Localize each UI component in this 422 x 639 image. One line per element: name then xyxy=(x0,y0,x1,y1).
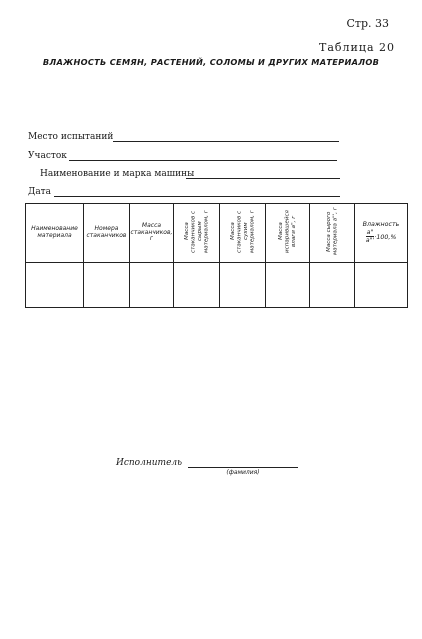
table-cell[interactable] xyxy=(220,262,266,307)
signature-caption: (фамилия) xyxy=(226,469,260,476)
signature-line[interactable] xyxy=(188,467,298,468)
header-cup-mass: Масса стаканчиков, г xyxy=(130,204,174,263)
table-cell[interactable] xyxy=(26,262,84,307)
moisture-table xyxy=(25,203,408,308)
table-cell[interactable] xyxy=(130,262,174,307)
signer-label: Исполнитель xyxy=(116,458,183,468)
moisture-fraction: $\frac{a"}{a"'}$ xyxy=(365,228,375,245)
field-test-place-label: Место испытаний xyxy=(28,132,114,142)
table-cell[interactable] xyxy=(266,262,310,307)
header-mass-dry: Масса стаканчиков с сухим материалом, г xyxy=(220,204,266,263)
field-date-line[interactable] xyxy=(54,196,340,197)
header-raw-material-mass: Масса сырого материала a"', г xyxy=(310,204,355,263)
page-number: Стр. 33 xyxy=(346,17,389,30)
header-material-name: Наименование материала xyxy=(26,204,84,263)
header-evaporated-moisture: Масса испарившейся влаги a", г xyxy=(266,204,310,263)
field-test-place-line[interactable] xyxy=(113,141,339,142)
header-cup-numbers: Номера стаканчиков xyxy=(84,204,130,263)
table-cell[interactable] xyxy=(174,262,220,307)
header-mass-raw: Масса стаканчиков с сырым материалом, г xyxy=(174,204,220,263)
table-header-row xyxy=(26,204,408,263)
header-moisture: Влажность $\frac{a"}{a"'}$ ·100,% xyxy=(355,204,408,263)
moisture-label: Влажность xyxy=(362,221,400,229)
table-cell[interactable] xyxy=(355,262,408,307)
field-plot-label: Участок xyxy=(28,151,67,161)
document-title: ВЛАЖНОСТЬ СЕМЯН, РАСТЕНИЙ, СОЛОМЫ И ДРУГИХ МАТЕРИАЛОВ xyxy=(42,57,380,67)
table-row xyxy=(26,262,408,307)
field-date-label: Дата xyxy=(28,187,52,197)
field-machine-line[interactable] xyxy=(186,178,340,179)
table-number: Таблица 20 xyxy=(319,41,395,54)
field-machine-label: Наименование и марка машины xyxy=(40,169,195,179)
field-plot-line[interactable] xyxy=(69,160,337,161)
table-cell[interactable] xyxy=(310,262,355,307)
table-cell[interactable] xyxy=(84,262,130,307)
